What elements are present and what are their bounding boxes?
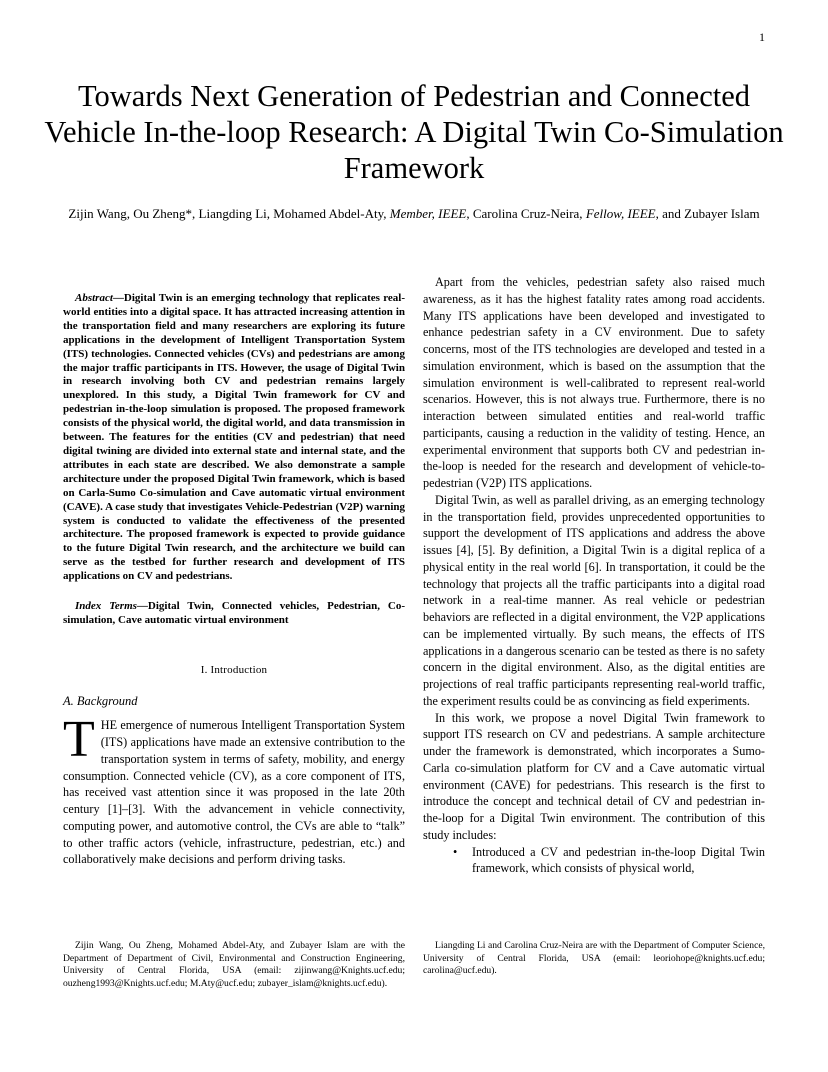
authors-fellow-designation: Fellow, IEEE — [585, 206, 656, 221]
authors-part-3: , and Zubayer Islam — [655, 206, 760, 221]
contribution-item-1 — [423, 844, 765, 878]
contribution-list — [423, 844, 765, 878]
authors-part-2: , Carolina Cruz-Neira, — [466, 206, 586, 221]
authors-part-1: Zijin Wang, Ou Zheng*, Liangding Li, Mohamed Abdel-Aty, — [68, 206, 390, 221]
contribution-item-1-text: Introduced a CV and pedestrian in-the-loop Digital Twin framework, which consists of physical world, — [472, 844, 765, 876]
abstract — [63, 292, 405, 584]
subsection-heading-background: A. Background — [63, 693, 138, 708]
footnote-right: Liangding Li and Carolina Cruz-Neira are with the Department of Computer Science, University of Central Florida, USA (email: leoriohope@knights.ucf.edu; carolina@ucf.edu). — [423, 940, 765, 977]
page-number: 1 — [759, 30, 765, 44]
right-paragraph-3: In this work, we propose a novel Digital Twin framework to support ITS research on CV and pedestrians. A sample architecture under the framework is demonstrated, which incorporates a Sumo-Carla co-simulation platform for CV and a Cave automatic virtual environment (CAVE) for pedestrians. This research is the first to introduce the concept and technical detail of CV and pedestrian in-the-loop for a Digital Twin environment. The contribution of this study includes: — [423, 710, 765, 842]
section-heading-introduction: I. Introduction — [200, 663, 268, 676]
abstract-text: —Digital Twin is an emerging technology that replicates real-world entities into a digital space. It has attracted increasing attention in the transportation field and many researchers are exploring its future applications in the development of Intelligent Transportation System (ITS) technologies. Connected vehicles (CVs) and pedestrians are among the major traffic participants in ITS. However, the usage of Digital Twin in research involving both CV and pedestrian remains largely unexplored. In this study, a Digital Twin framework for CV and pedestrian in-the-loop simulation is proposed. The proposed framework consists of the physical world, the digital world, and data transmission in between. The features for the entities (CV and pedestrian) that need digital twining are divided into external state and internal state, and the attributes in each state are described. We also demonstrate a sample architecture under the proposed Digital Twin framework, which is based on Carla-Sumo Co-simulation and Cave automatic virtual environment (CAVE). A case study that investigates Vehicle-Pedestrian (V2P) warning system is conducted to validate the effectiveness of the presented architecture. The proposed framework is expected to provide guidance to the future Digital Twin research, and the architecture we build can serve as the testbed for further research and development of ITS applications on CV and pedestrians. — [63, 292, 405, 583]
abstract-lead: Abstract — [75, 292, 113, 304]
paper-title: Towards Next Generation of Pedestrian and Connected Vehicle In-the-loop Research: A Digital Twin Co-Simulation Framework — [44, 79, 784, 185]
index-terms-lead: Index Terms — [75, 600, 137, 613]
right-paragraph-2: Digital Twin, as well as parallel driving, as an emerging technology in the transportation field, provides unprecedented opportunities to support the development of ITS applications and address the above issues [4], [5]. By definition, a Digital Twin is a digital replica of a physical entity in the real world [6]. In transportation, it could be the technology that projects all the traffic participants into a digital road network in a real-time manner. As real vehicle or pedestrian behaviors are reflected in a digital environment, the V2P applications can be implemented virtually. By such means, the effects of ITS applications in a dangerous scenario can be tested as there is no safety concern in the digital environment. Also, as the digital entities are projections of real traffic participants representing real-world traffic, the experiment results could be as convincing as field experiments. — [423, 492, 765, 708]
intro-paragraph-1 — [63, 711, 405, 868]
drop-cap: T — [63, 711, 95, 769]
right-column — [423, 274, 765, 877]
right-paragraph-1: Apart from the vehicles, pedestrian safety also raised much awareness, as it has the highest fatality rates among road accidents. Many ITS applications have been developed and investigated to enhance pedestrian safety in a CV environment. Due to safety concerns, most of the ITS technologies are developed and tested in a simulation environment, which is based on the assumption that the simulation environment is well-calibrated to represent real-world scenarios. However, this is not always true. Furthermore, there is no interaction between simulated entities and real-world traffic participants, causing a reduction in the validity of testing. Hence, an experimental environment that supports both CV and pedestrian in-the-loop is needed for the research and development of vehicle-to-pedestrian (V2P) ITS applications. — [423, 275, 765, 490]
intro-paragraph-1-text: HE emergence of numerous Intelligent Transportation System (ITS) applications have made an extensive contribution to the transportation system in terms of safety, mobility, and energy consumption. Connected vehicle (CV), as a core component of ITS, has received vast attention since it was proposed in the late 20th century [1]–[3]. With the advancement in vehicle connectivity, computing power, and automotive control, the CVs are able to “talk” to other traffic actors (vehicle, infrastructure, pedestrian, etc.) and collaboratively make decisions and perform driving tasks. — [63, 718, 405, 867]
authors-member-designation: Member, IEEE — [389, 206, 467, 221]
index-terms — [63, 600, 405, 628]
bullet-icon: • — [453, 844, 458, 859]
left-column — [63, 292, 405, 868]
author-list — [50, 205, 778, 222]
footnote-left: Zijin Wang, Ou Zheng, Mohamed Abdel-Aty, and Zubayer Islam are with the Department of Department of Civil, Environmental and Construction Engineering, University of Central Florida, USA (email: zijinwang@Knights.ucf.edu; ouzheng1993@Knights.ucf.edu; M.Aty@ucf.edu; zubayer_islam@knights.ucf.edu). — [63, 940, 405, 989]
index-terms-text: —Digital Twin, Connected vehicles, Pedestrian, Co-simulation, Cave automatic virtual environment — [63, 600, 405, 626]
